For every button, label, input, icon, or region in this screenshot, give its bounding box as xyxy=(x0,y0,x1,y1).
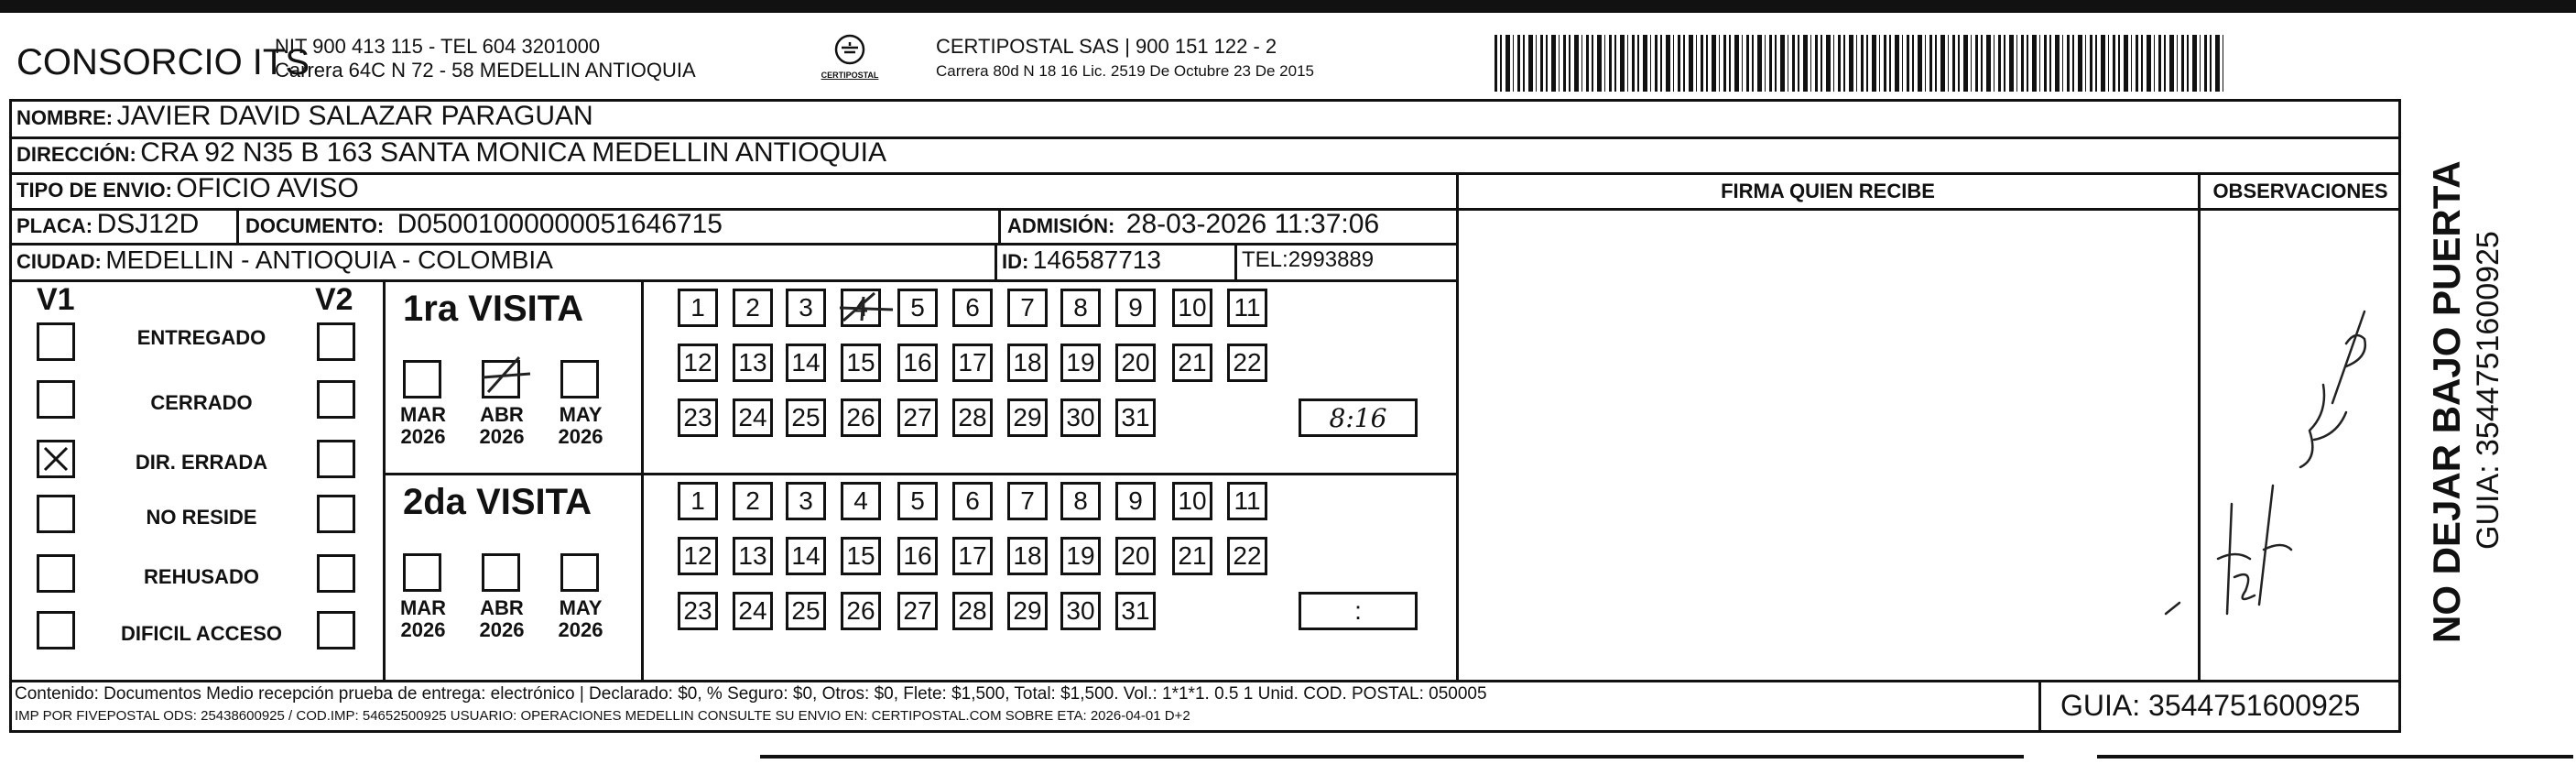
day-box[interactable] xyxy=(1172,482,1212,520)
month-name: ABR xyxy=(480,596,524,619)
day-box[interactable] xyxy=(897,344,938,382)
courier-logo-icon xyxy=(831,33,868,66)
status-label: DIFICIL ACCESO xyxy=(120,622,282,645)
day-box[interactable] xyxy=(952,289,993,327)
day-number: 25 xyxy=(791,403,821,431)
day-box[interactable] xyxy=(733,482,773,520)
day-box[interactable] xyxy=(1227,344,1267,382)
direccion-label: DIRECCIÓN: xyxy=(16,143,136,166)
day-box[interactable] xyxy=(1227,482,1267,520)
day-number: 24 xyxy=(738,596,767,625)
day-box[interactable] xyxy=(1115,398,1156,437)
status-label: ENTREGADO xyxy=(136,326,266,349)
month-year: 2026 xyxy=(479,618,525,641)
documento-label: DOCUMENTO: xyxy=(245,214,385,237)
day-box[interactable] xyxy=(952,537,993,575)
day-box[interactable] xyxy=(1060,289,1101,327)
courier-address: Carrera 80d N 18 16 Lic. 2519 De Octubre 23 De 2015 xyxy=(936,62,1314,80)
top-border xyxy=(0,0,2576,13)
v2-checkbox[interactable] xyxy=(317,495,355,533)
company-address: Carrera 64C N 72 - 58 MEDELLIN ANTIOQUIA xyxy=(275,59,696,82)
status-label: REHUSADO xyxy=(144,565,259,588)
admision-value: 28-03-2026 11:37:06 xyxy=(1125,209,1380,239)
day-number: 3 xyxy=(799,293,813,322)
day-box[interactable] xyxy=(786,289,826,327)
v2-checkbox[interactable] xyxy=(317,440,355,478)
x-mark-icon xyxy=(39,442,72,475)
day-box[interactable] xyxy=(841,482,881,520)
day-number: 20 xyxy=(1121,348,1150,377)
footer-guia: GUIA: 3544751600925 xyxy=(2060,689,2361,722)
day-box[interactable] xyxy=(897,482,938,520)
tipo-row xyxy=(16,173,359,204)
v1-header: V1 xyxy=(37,282,75,317)
day-number: 20 xyxy=(1121,541,1150,570)
day-number: 14 xyxy=(791,541,821,570)
day-number: 6 xyxy=(965,293,980,322)
v2-checkbox[interactable] xyxy=(317,554,355,593)
day-number: 30 xyxy=(1066,596,1095,625)
day-box[interactable] xyxy=(1007,482,1048,520)
day-box[interactable] xyxy=(897,592,938,630)
v1-checkbox[interactable] xyxy=(37,554,75,593)
documento-value: D05001000000051646715 xyxy=(397,209,723,239)
day-number: 31 xyxy=(1121,403,1150,431)
ciudad-cell xyxy=(16,246,553,275)
day-box[interactable] xyxy=(786,482,826,520)
day-box[interactable] xyxy=(952,344,993,382)
day-number: 12 xyxy=(683,348,712,377)
cross-out-mark-icon xyxy=(838,289,897,326)
day-number: 24 xyxy=(738,403,767,431)
day-box[interactable] xyxy=(1060,344,1101,382)
day-number: 28 xyxy=(958,403,987,431)
day-box[interactable] xyxy=(1007,344,1048,382)
month-label xyxy=(553,597,608,641)
day-number: 2 xyxy=(745,486,760,515)
month-checkbox[interactable] xyxy=(403,360,441,398)
day-box[interactable] xyxy=(1172,344,1212,382)
day-box[interactable] xyxy=(1007,592,1048,630)
month-checkbox[interactable] xyxy=(560,360,599,398)
day-box[interactable] xyxy=(1172,289,1212,327)
documento-cell xyxy=(245,209,723,240)
courier-info xyxy=(936,35,1314,81)
visit-title: 1ra VISITA xyxy=(403,289,584,329)
day-number: 8 xyxy=(1073,293,1088,322)
status-label: NO RESIDE xyxy=(146,506,257,529)
v2-header: V2 xyxy=(315,282,353,317)
handwritten-observation xyxy=(2200,275,2392,623)
tel-cell xyxy=(1242,247,1374,273)
day-box[interactable] xyxy=(678,344,718,382)
day-box[interactable] xyxy=(678,398,718,437)
tel-label: TEL: xyxy=(1242,247,1288,272)
v2-checkbox[interactable] xyxy=(317,611,355,649)
courier-logo xyxy=(813,33,886,80)
time-value: : xyxy=(1354,596,1362,625)
side-guia: GUIA: 3544751600925 xyxy=(2471,231,2505,550)
day-box[interactable] xyxy=(841,289,881,327)
v1-checkbox[interactable] xyxy=(37,611,75,649)
day-box[interactable] xyxy=(1007,398,1048,437)
day-number: 23 xyxy=(683,596,712,625)
day-number: 21 xyxy=(1178,541,1207,570)
company-info xyxy=(275,35,696,82)
day-box[interactable] xyxy=(1115,482,1156,520)
month-name: MAR xyxy=(399,596,447,619)
day-number: 30 xyxy=(1066,403,1095,431)
day-box[interactable] xyxy=(1115,289,1156,327)
placa-value: DSJ12D xyxy=(96,209,200,239)
month-year: 2026 xyxy=(558,425,603,448)
v1-checkbox[interactable] xyxy=(37,322,75,361)
day-number: 29 xyxy=(1013,403,1042,431)
day-number: 2 xyxy=(745,293,760,322)
month-checkbox[interactable] xyxy=(482,360,520,398)
time-value: 8:16 xyxy=(1329,402,1387,433)
day-box[interactable] xyxy=(1227,537,1267,575)
tel-value: 2993889 xyxy=(1288,247,1375,272)
day-number: 1 xyxy=(690,486,705,515)
company-nit-tel: NIT 900 413 115 - TEL 604 3201000 xyxy=(275,35,601,58)
day-number: 15 xyxy=(846,541,875,570)
day-number: 25 xyxy=(791,596,821,625)
day-number: 7 xyxy=(1020,293,1035,322)
day-number: 27 xyxy=(903,403,932,431)
id-label: ID: xyxy=(1002,250,1029,273)
month-name: ABR xyxy=(480,403,524,426)
day-number: 11 xyxy=(1234,293,1261,322)
day-number: 31 xyxy=(1121,596,1150,625)
direccion-row xyxy=(16,137,886,169)
day-box[interactable] xyxy=(733,537,773,575)
check-mark-icon xyxy=(479,355,534,396)
day-box[interactable] xyxy=(897,398,938,437)
day-number: 15 xyxy=(846,348,875,377)
day-box[interactable] xyxy=(897,537,938,575)
day-number: 17 xyxy=(958,348,987,377)
day-number: 23 xyxy=(683,403,712,431)
status-label: CERRADO xyxy=(150,391,253,414)
day-number: 10 xyxy=(1178,486,1207,515)
day-number: 4 xyxy=(853,486,868,515)
placa-cell xyxy=(16,209,199,240)
day-number: 22 xyxy=(1233,348,1262,377)
nombre-row xyxy=(16,101,593,132)
day-box[interactable] xyxy=(1060,482,1101,520)
month-label xyxy=(474,404,529,448)
day-number: 9 xyxy=(1128,293,1143,322)
day-box[interactable] xyxy=(1227,289,1267,327)
v1-checkbox[interactable] xyxy=(37,495,75,533)
day-number: 10 xyxy=(1178,293,1207,322)
id-value: 146587713 xyxy=(1032,246,1161,274)
courier-name: CERTIPOSTAL SAS | 900 151 122 - 2 xyxy=(936,35,1277,58)
day-box[interactable] xyxy=(733,289,773,327)
day-box[interactable] xyxy=(841,344,881,382)
day-number: 12 xyxy=(683,541,712,570)
day-number: 16 xyxy=(903,541,932,570)
day-number: 18 xyxy=(1013,348,1042,377)
day-box[interactable] xyxy=(786,537,826,575)
day-box[interactable] xyxy=(841,592,881,630)
day-number: 16 xyxy=(903,348,932,377)
footer-line1: Contenido: Documentos Medio recepción prueba de entrega: electrónico | Declarado: $0, % Seguro: $0, Otros: $0, Flete: $1,500, Total: $1,500. Vol.: 1*1*1. 0.5 1 Unid. COD. POSTAL: 050005 xyxy=(15,684,1487,704)
nombre-value: JAVIER DAVID SALAZAR PARAGUAN xyxy=(116,101,593,131)
nombre-label: NOMBRE: xyxy=(16,106,114,129)
v1-checkbox[interactable] xyxy=(37,440,75,478)
day-box[interactable] xyxy=(1060,592,1101,630)
footer-info xyxy=(15,683,2029,727)
status-label: DIR. ERRADA xyxy=(135,451,268,474)
month-year: 2026 xyxy=(400,618,446,641)
direccion-value: CRA 92 N35 B 163 SANTA MONICA MEDELLIN ANTIOQUIA xyxy=(140,137,886,168)
day-box[interactable] xyxy=(841,537,881,575)
tipo-value: OFICIO AVISO xyxy=(176,173,359,203)
day-box[interactable] xyxy=(1007,289,1048,327)
day-box[interactable] xyxy=(678,537,718,575)
v2-checkbox[interactable] xyxy=(317,380,355,419)
day-number: 22 xyxy=(1233,541,1262,570)
id-cell xyxy=(1002,246,1161,275)
placa-label: PLACA: xyxy=(16,214,93,237)
time-box[interactable] xyxy=(1299,592,1418,630)
tipo-label: TIPO DE ENVIO: xyxy=(16,179,172,202)
month-name: MAY xyxy=(559,596,603,619)
day-number: 4 xyxy=(853,293,868,322)
ciudad-label: CIUDAD: xyxy=(16,250,102,273)
day-box[interactable] xyxy=(1060,537,1101,575)
day-number: 5 xyxy=(910,486,925,515)
day-number: 11 xyxy=(1234,486,1261,515)
footer-line2: IMP POR FIVEPOSTAL ODS: 25438600925 / COD.IMP: 54652500925 USUARIO: OPERACIONES MEDELLIN CONSULTE SU ENVIO EN: CERTIPOSTAL.COM SOBRE ETA: 2026-04-01 D+2 xyxy=(15,708,1190,724)
v2-checkbox[interactable] xyxy=(317,322,355,361)
visit-title: 2da VISITA xyxy=(403,482,592,522)
day-number: 9 xyxy=(1128,486,1143,515)
day-box[interactable] xyxy=(786,398,826,437)
day-box[interactable] xyxy=(733,344,773,382)
day-number: 1 xyxy=(690,293,705,322)
month-year: 2026 xyxy=(400,425,446,448)
month-name: MAR xyxy=(399,403,447,426)
day-number: 28 xyxy=(958,596,987,625)
month-year: 2026 xyxy=(479,425,525,448)
day-box[interactable] xyxy=(897,289,938,327)
day-box[interactable] xyxy=(1115,592,1156,630)
day-number: 29 xyxy=(1013,596,1042,625)
day-number: 5 xyxy=(910,293,925,322)
firma-header: FIRMA QUIEN RECIBE xyxy=(1721,180,1935,202)
day-box[interactable] xyxy=(678,482,718,520)
day-box[interactable] xyxy=(1172,537,1212,575)
day-box[interactable] xyxy=(678,592,718,630)
day-number: 19 xyxy=(1066,541,1095,570)
month-name: MAY xyxy=(559,403,603,426)
day-number: 26 xyxy=(846,596,875,625)
time-box[interactable] xyxy=(1299,398,1418,437)
day-number: 6 xyxy=(965,486,980,515)
month-label xyxy=(553,404,608,448)
day-number: 17 xyxy=(958,541,987,570)
courier-logo-text: CERTIPOSTAL xyxy=(821,71,879,80)
day-box[interactable] xyxy=(786,592,826,630)
day-box[interactable] xyxy=(733,592,773,630)
v1-checkbox[interactable] xyxy=(37,380,75,419)
side-notice: NO DEJAR BAJO PUERTA xyxy=(2425,160,2468,643)
month-checkbox[interactable] xyxy=(403,553,441,592)
day-box[interactable] xyxy=(1007,537,1048,575)
admision-cell xyxy=(1007,209,1379,240)
day-number: 21 xyxy=(1178,348,1207,377)
barcode xyxy=(1495,35,2225,92)
month-label xyxy=(396,597,451,641)
day-number: 13 xyxy=(738,348,767,377)
company-name: CONSORCIO ITS xyxy=(16,42,310,82)
month-label xyxy=(396,404,451,448)
day-box[interactable] xyxy=(1115,344,1156,382)
day-number: 8 xyxy=(1073,486,1088,515)
pen-mark xyxy=(2161,595,2189,623)
day-box[interactable] xyxy=(786,344,826,382)
day-number: 18 xyxy=(1013,541,1042,570)
day-number: 26 xyxy=(846,403,875,431)
ciudad-value: MEDELLIN - ANTIOQUIA - COLOMBIA xyxy=(105,246,553,274)
day-box[interactable] xyxy=(952,482,993,520)
day-box[interactable] xyxy=(1060,398,1101,437)
month-checkbox[interactable] xyxy=(560,553,599,592)
day-box[interactable] xyxy=(952,398,993,437)
day-number: 7 xyxy=(1020,486,1035,515)
day-number: 19 xyxy=(1066,348,1095,377)
day-box[interactable] xyxy=(841,398,881,437)
month-year: 2026 xyxy=(558,618,603,641)
admision-label: ADMISIÓN: xyxy=(1007,214,1115,237)
day-number: 14 xyxy=(791,348,821,377)
day-number: 27 xyxy=(903,596,932,625)
observaciones-header: OBSERVACIONES xyxy=(2212,180,2388,202)
day-box[interactable] xyxy=(733,398,773,437)
month-checkbox[interactable] xyxy=(482,553,520,592)
month-label xyxy=(474,597,529,641)
day-number: 3 xyxy=(799,486,813,515)
day-box[interactable] xyxy=(952,592,993,630)
day-box[interactable] xyxy=(1115,537,1156,575)
day-number: 13 xyxy=(738,541,767,570)
day-box[interactable] xyxy=(678,289,718,327)
